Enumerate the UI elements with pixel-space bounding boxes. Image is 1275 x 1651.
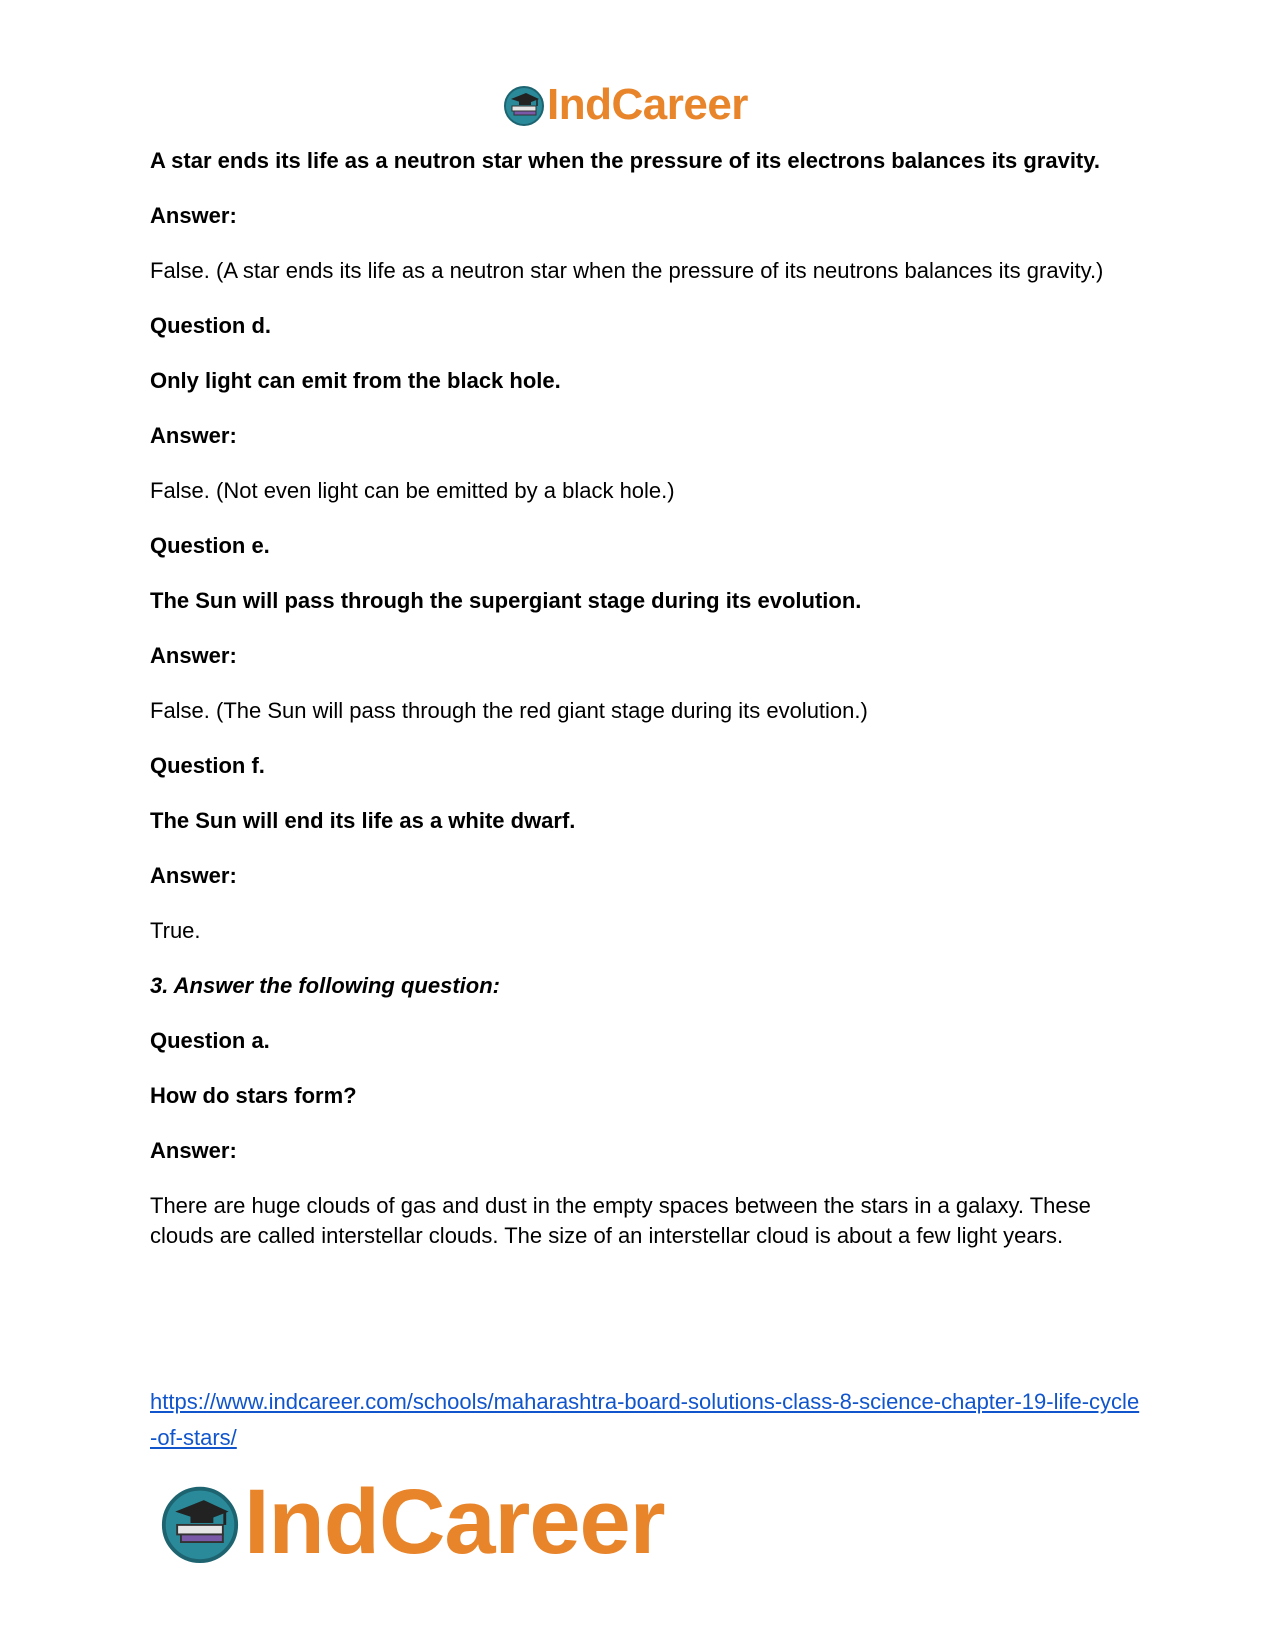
footer-logo [160, 1470, 665, 1575]
question-label: Question d. [150, 313, 271, 338]
statement-text: The Sun will pass through the supergiant stage during its evolution. [150, 588, 862, 613]
brand-name: IndCareer [244, 1471, 665, 1573]
answer-text: False. (The Sun will pass through the red giant stage during its evolution.) [150, 698, 868, 723]
document-body [150, 146, 1130, 1276]
question-text: How do stars form? [150, 1083, 357, 1108]
graduation-book-icon [503, 84, 545, 126]
answer-label: Answer: [150, 643, 237, 668]
answer-text: False. (Not even light can be emitted by a black hole.) [150, 478, 675, 503]
statement-text: A star ends its life as a neutron star when the pressure of its electrons balances its gravity. [150, 148, 1100, 173]
statement-text: Only light can emit from the black hole. [150, 368, 561, 393]
section-heading: 3. Answer the following question: [150, 973, 500, 998]
answer-label: Answer: [150, 203, 237, 228]
header-logo [503, 80, 748, 130]
answer-label: Answer: [150, 1138, 237, 1163]
question-label: Question f. [150, 753, 265, 778]
question-label: Question a. [150, 1028, 270, 1053]
question-label: Question e. [150, 533, 270, 558]
brand-name: IndCareer [547, 80, 748, 129]
statement-text: The Sun will end its life as a white dwarf. [150, 808, 576, 833]
answer-text: There are huge clouds of gas and dust in the empty spaces between the stars in a galaxy. These clouds are called interstellar clouds. The size of an interstellar cloud is about a few light years. [150, 1193, 1091, 1248]
source-link[interactable]: https://www.indcareer.com/schools/maharashtra-board-solutions-class-8-science-chapter-19-life-cycle-of-stars/ [150, 1389, 1140, 1450]
answer-text: False. (A star ends its life as a neutron star when the pressure of its neutrons balances its gravity.) [150, 258, 1104, 283]
answer-text: True. [150, 918, 201, 943]
answer-label: Answer: [150, 423, 237, 448]
answer-label: Answer: [150, 863, 237, 888]
graduation-book-icon [160, 1483, 240, 1563]
